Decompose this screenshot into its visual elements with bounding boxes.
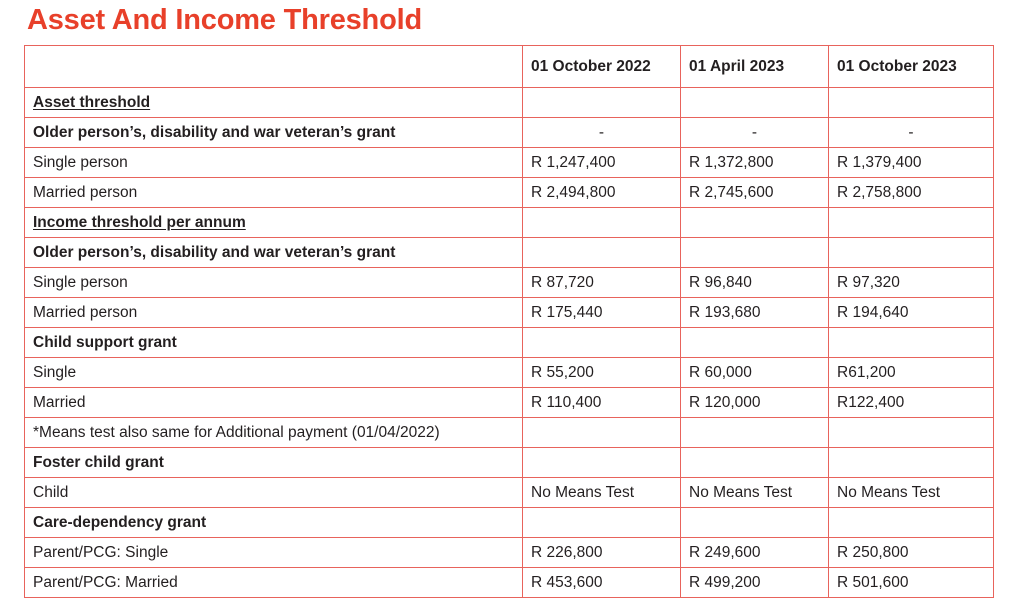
cell-foster-child-grant-col3 — [829, 448, 994, 478]
table-row — [25, 118, 994, 148]
cell-means-test-also-same-for-additional-payment-01-0-col1 — [523, 418, 681, 448]
cell-child-support-grant-col3 — [829, 328, 994, 358]
cell-married-person-col1: R 175,440 — [523, 298, 681, 328]
table-row — [25, 268, 994, 298]
cell-parent-pcg-married-col2: R 499,200 — [681, 568, 829, 598]
table-row — [25, 298, 994, 328]
threshold-table-container — [24, 45, 993, 598]
cell-means-test-also-same-for-additional-payment-01-0-col2 — [681, 418, 829, 448]
row-label-parent-pcg-married: Parent/PCG: Married — [25, 568, 523, 598]
section-heading-asset-threshold — [25, 88, 523, 118]
column-header-01-april-2023: 01 April 2023 — [681, 46, 829, 88]
row-label-single-person: Single person — [25, 268, 523, 298]
section-heading-income-threshold-per-annum — [25, 208, 523, 238]
cell-asset-threshold-col1 — [523, 88, 681, 118]
row-label-child: Child — [25, 478, 523, 508]
row-label-child-support-grant: Child support grant — [25, 328, 523, 358]
cell-married-person-col2: R 193,680 — [681, 298, 829, 328]
row-label-older-persons-disability-and-war-veterans-grant: Older person’s, disability and war veteran’s grant — [25, 238, 523, 268]
table-row — [25, 568, 994, 598]
table-row — [25, 538, 994, 568]
cell-married-person-col3: R 2,758,800 — [829, 178, 994, 208]
cell-parent-pcg-single-col3: R 250,800 — [829, 538, 994, 568]
cell-care-dependency-grant-col3 — [829, 508, 994, 538]
row-label-care-dependency-grant: Care-dependency grant — [25, 508, 523, 538]
cell-married-col3: R122,400 — [829, 388, 994, 418]
cell-married-person-col2: R 2,745,600 — [681, 178, 829, 208]
table-row — [25, 358, 994, 388]
cell-parent-pcg-single-col1: R 226,800 — [523, 538, 681, 568]
cell-single-col2: R 60,000 — [681, 358, 829, 388]
cell-single-person-col1: R 1,247,400 — [523, 148, 681, 178]
cell-income-threshold-per-annum-col3 — [829, 208, 994, 238]
cell-child-col1: No Means Test — [523, 478, 681, 508]
column-header-01-october-2023: 01 October 2023 — [829, 46, 994, 88]
cell-asset-threshold-col2 — [681, 88, 829, 118]
table-row — [25, 448, 994, 478]
row-label-married: Married — [25, 388, 523, 418]
cell-parent-pcg-married-col3: R 501,600 — [829, 568, 994, 598]
cell-parent-pcg-married-col1: R 453,600 — [523, 568, 681, 598]
row-label-married-person: Married person — [25, 178, 523, 208]
row-label-means-test-also-same-for-additional-payment-01-0: *Means test also same for Additional payment (01/04/2022) — [25, 418, 523, 448]
column-header-01-october-2022: 01 October 2022 — [523, 46, 681, 88]
table-row — [25, 388, 994, 418]
cell-married-person-col1: R 2,494,800 — [523, 178, 681, 208]
cell-child-col3: No Means Test — [829, 478, 994, 508]
cell-single-col1: R 55,200 — [523, 358, 681, 388]
cell-older-persons-disability-and-war-veterans-grant-col3: - — [829, 118, 994, 148]
cell-income-threshold-per-annum-col1 — [523, 208, 681, 238]
cell-single-person-col2: R 96,840 — [681, 268, 829, 298]
cell-foster-child-grant-col1 — [523, 448, 681, 478]
cell-older-persons-disability-and-war-veterans-grant-col2 — [681, 238, 829, 268]
cell-married-col1: R 110,400 — [523, 388, 681, 418]
table-body — [25, 46, 994, 598]
cell-married-person-col3: R 194,640 — [829, 298, 994, 328]
row-label-parent-pcg-single: Parent/PCG: Single — [25, 538, 523, 568]
table-row — [25, 238, 994, 268]
cell-older-persons-disability-and-war-veterans-grant-col2: - — [681, 118, 829, 148]
row-label-married-person: Married person — [25, 298, 523, 328]
table-row — [25, 88, 994, 118]
cell-single-person-col1: R 87,720 — [523, 268, 681, 298]
row-label-single: Single — [25, 358, 523, 388]
cell-means-test-also-same-for-additional-payment-01-0-col3 — [829, 418, 994, 448]
table-row — [25, 508, 994, 538]
column-header-label — [25, 46, 523, 88]
row-label-single-person: Single person — [25, 148, 523, 178]
cell-married-col2: R 120,000 — [681, 388, 829, 418]
page-title: Asset And Income Threshold — [27, 4, 422, 36]
cell-child-support-grant-col2 — [681, 328, 829, 358]
cell-income-threshold-per-annum-col2 — [681, 208, 829, 238]
asset-and-income-threshold-table — [24, 45, 994, 598]
row-label-older-persons-disability-and-war-veterans-grant: Older person’s, disability and war veteran’s grant — [25, 118, 523, 148]
table-row — [25, 208, 994, 238]
section-heading-text: Asset threshold — [33, 93, 151, 111]
cell-parent-pcg-single-col2: R 249,600 — [681, 538, 829, 568]
table-row — [25, 178, 994, 208]
table-row — [25, 328, 994, 358]
cell-older-persons-disability-and-war-veterans-grant-col3 — [829, 238, 994, 268]
cell-asset-threshold-col3 — [829, 88, 994, 118]
section-heading-text: Income threshold per annum — [33, 213, 246, 231]
cell-single-col3: R61,200 — [829, 358, 994, 388]
cell-single-person-col3: R 1,379,400 — [829, 148, 994, 178]
cell-older-persons-disability-and-war-veterans-grant-col1 — [523, 238, 681, 268]
cell-foster-child-grant-col2 — [681, 448, 829, 478]
table-header-row — [25, 46, 994, 88]
cell-child-support-grant-col1 — [523, 328, 681, 358]
row-label-foster-child-grant: Foster child grant — [25, 448, 523, 478]
table-row — [25, 478, 994, 508]
cell-care-dependency-grant-col2 — [681, 508, 829, 538]
table-row — [25, 418, 994, 448]
cell-older-persons-disability-and-war-veterans-grant-col1: - — [523, 118, 681, 148]
cell-child-col2: No Means Test — [681, 478, 829, 508]
cell-single-person-col2: R 1,372,800 — [681, 148, 829, 178]
cell-single-person-col3: R 97,320 — [829, 268, 994, 298]
cell-care-dependency-grant-col1 — [523, 508, 681, 538]
table-row — [25, 148, 994, 178]
